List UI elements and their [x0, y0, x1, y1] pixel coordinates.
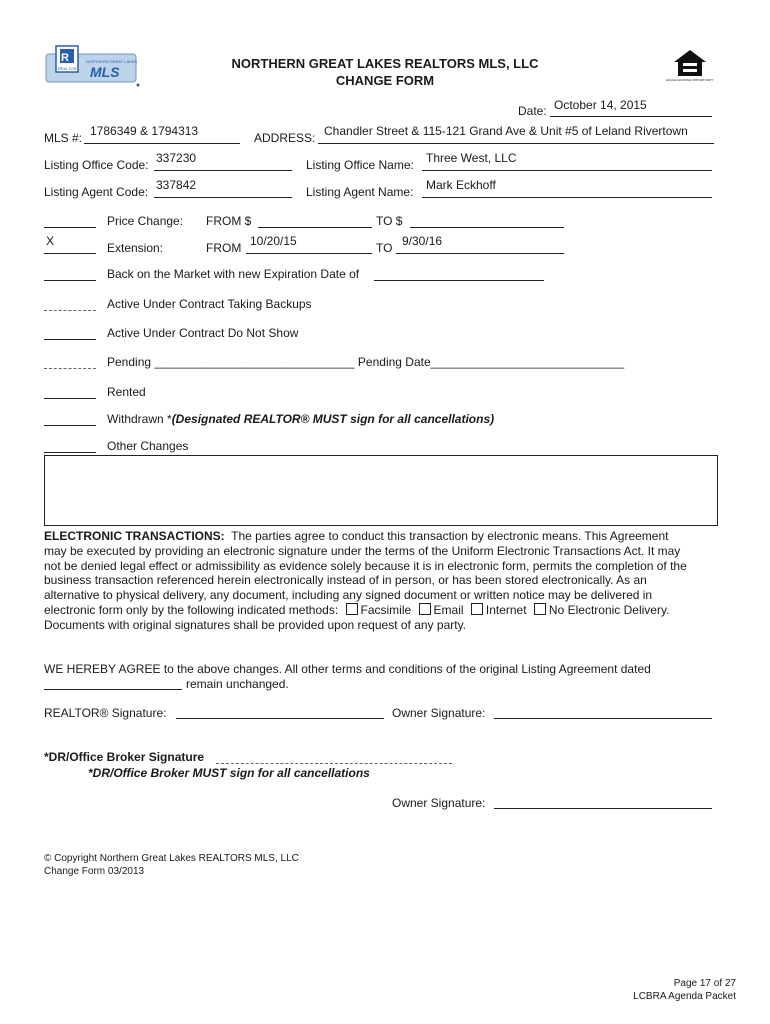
agent-code-label: Listing Agent Code: — [44, 185, 149, 199]
extension-label: Extension: — [107, 241, 164, 255]
owner-signature-line-1[interactable] — [494, 718, 712, 719]
copyright-text: © Copyright Northern Great Lakes REALTORS MLS, LLC — [44, 853, 299, 864]
back-on-market-label: Back on the Market with new Expiration Date of — [107, 267, 360, 281]
internet-checkbox[interactable] — [471, 603, 483, 615]
agent-name-label: Listing Agent Name: — [306, 185, 414, 199]
price-from-label: FROM $ — [206, 214, 252, 228]
other-changes-blank[interactable] — [44, 452, 96, 453]
et-line3: not be denied legal effect or admissibility as evidence solely because it is in electronic form, permits the completion of the — [44, 558, 687, 573]
facsimile-label: Facsimile — [360, 602, 412, 617]
withdrawn-blank[interactable] — [44, 425, 96, 426]
mls-label: MLS #: — [44, 131, 83, 145]
price-change-label: Price Change: — [107, 214, 184, 228]
svg-text:REALTOR: REALTOR — [58, 66, 77, 71]
extension-to-value[interactable]: 9/30/16 — [402, 234, 443, 248]
office-name-line — [422, 170, 712, 171]
realtor-signature-label: REALTOR® Signature: — [44, 706, 167, 720]
internet-label: Internet — [485, 602, 527, 617]
agree-line2: remain unchanged. — [186, 677, 289, 691]
et-line4: business transaction referenced herein electronically instead of in person, or has been stored electronically. As an — [44, 573, 647, 588]
agent-name-value[interactable]: Mark Eckhoff — [426, 178, 496, 192]
back-on-market-line[interactable] — [374, 280, 544, 281]
date-line — [550, 116, 712, 117]
price-from-line[interactable] — [258, 227, 372, 228]
svg-text:R: R — [61, 52, 69, 64]
email-label: Email — [433, 602, 464, 617]
date-value[interactable]: October 14, 2015 — [554, 98, 647, 112]
broker-signature-label: *DR/Office Broker Signature — [44, 750, 205, 764]
extension-to-line — [396, 253, 564, 254]
rented-blank[interactable] — [44, 398, 96, 399]
et-heading: ELECTRONIC TRANSACTIONS: — [44, 529, 225, 543]
extension-blank[interactable] — [44, 253, 96, 254]
facsimile-checkbox[interactable] — [346, 603, 358, 615]
office-code-line — [154, 170, 292, 171]
page-number: Page 17 of 27 — [673, 978, 736, 989]
backups-label: Active Under Contract Taking Backups — [107, 297, 312, 311]
svg-text:EQUAL HOUSING OPPORTUNITY: EQUAL HOUSING OPPORTUNITY — [666, 78, 714, 82]
svg-text:NORTHERN GREAT LAKES: NORTHERN GREAT LAKES — [86, 59, 138, 64]
extension-from-label: FROM — [206, 241, 242, 255]
extension-from-value[interactable]: 10/20/15 — [250, 234, 297, 248]
rented-label: Rented — [107, 385, 146, 399]
do-not-show-label: Active Under Contract Do Not Show — [107, 326, 299, 340]
et-line6 — [44, 603, 716, 618]
mls-value[interactable]: 1786349 & 1794313 — [90, 124, 199, 138]
et-line1-text: The parties agree to conduct this transaction by electronic means. This Agreement — [231, 529, 669, 543]
address-value[interactable]: Chandler Street & 115-121 Grand Ave & Unit #5 of Leland Rivertown — [324, 124, 688, 138]
office-name-label: Listing Office Name: — [306, 158, 414, 172]
date-label: Date: — [518, 104, 547, 118]
agent-name-line — [422, 197, 712, 198]
pending-blank[interactable] — [44, 368, 96, 369]
no-electronic-checkbox[interactable] — [534, 603, 546, 615]
realtor-signature-line[interactable] — [176, 718, 384, 719]
price-to-label: TO $ — [376, 214, 403, 228]
et-line5: alternative to physical delivery, any document, including any signed document or written notice may be delivered in — [44, 588, 653, 603]
office-name-value[interactable]: Three West, LLC — [426, 151, 517, 165]
withdrawn-note: (Designated REALTOR® MUST sign for all cancellations) — [171, 412, 495, 426]
owner-signature-label-1: Owner Signature: — [392, 706, 486, 720]
extension-to-label: TO — [376, 241, 393, 255]
packet-name: LCBRA Agenda Packet — [633, 991, 736, 1002]
withdrawn-text: Withdrawn * — [107, 412, 172, 426]
agree-line1: WE HEREBY AGREE to the above changes. All other terms and conditions of the original Listing Agreement dated — [44, 662, 651, 676]
electronic-transactions-paragraph — [44, 529, 716, 633]
backups-blank[interactable] — [44, 310, 96, 311]
address-label: ADDRESS: — [254, 131, 316, 145]
et-line6-text: electronic form only by the following indicated methods: — [44, 602, 339, 617]
address-line — [318, 143, 714, 144]
price-to-line[interactable] — [410, 227, 564, 228]
email-checkbox[interactable] — [419, 603, 431, 615]
extension-from-line — [246, 253, 372, 254]
do-not-show-blank[interactable] — [44, 339, 96, 340]
agent-code-value[interactable]: 337842 — [156, 178, 197, 192]
equal-housing-icon — [666, 48, 714, 82]
agreement-date-line[interactable] — [44, 689, 182, 690]
et-line2: may be executed by providing an electronic signature under the terms of the Uniform Electronic Transactions Act. It may — [44, 543, 681, 558]
withdrawn-label — [107, 412, 494, 426]
broker-note: *DR/Office Broker MUST sign for all cancellations — [88, 766, 370, 780]
form-title-line2: CHANGE FORM — [335, 73, 435, 88]
mls-line — [84, 143, 240, 144]
pending-label: Pending ______________________________ Pending Date_____________________________ — [107, 355, 625, 369]
other-changes-box[interactable] — [44, 455, 718, 526]
price-change-blank[interactable] — [44, 227, 96, 228]
office-code-value[interactable]: 337230 — [156, 151, 197, 165]
et-line7: Documents with original signatures shall be provided upon request of any party. — [44, 617, 467, 632]
owner-signature-line-2[interactable] — [494, 808, 712, 809]
broker-signature-line[interactable] — [216, 763, 452, 764]
agent-code-line — [154, 197, 292, 198]
no-electronic-label: No Electronic Delivery. — [548, 602, 670, 617]
other-changes-label: Other Changes — [107, 439, 189, 453]
extension-mark[interactable]: X — [46, 234, 55, 248]
svg-text:MLS: MLS — [90, 64, 120, 80]
form-version-text: Change Form 03/2013 — [44, 866, 145, 877]
owner-signature-label-2: Owner Signature: — [392, 796, 486, 810]
back-on-market-blank[interactable] — [44, 280, 96, 281]
et-line1 — [44, 529, 716, 544]
office-code-label: Listing Office Code: — [44, 158, 149, 172]
form-title-line1: NORTHERN GREAT LAKES REALTORS MLS, LLC — [231, 56, 539, 71]
